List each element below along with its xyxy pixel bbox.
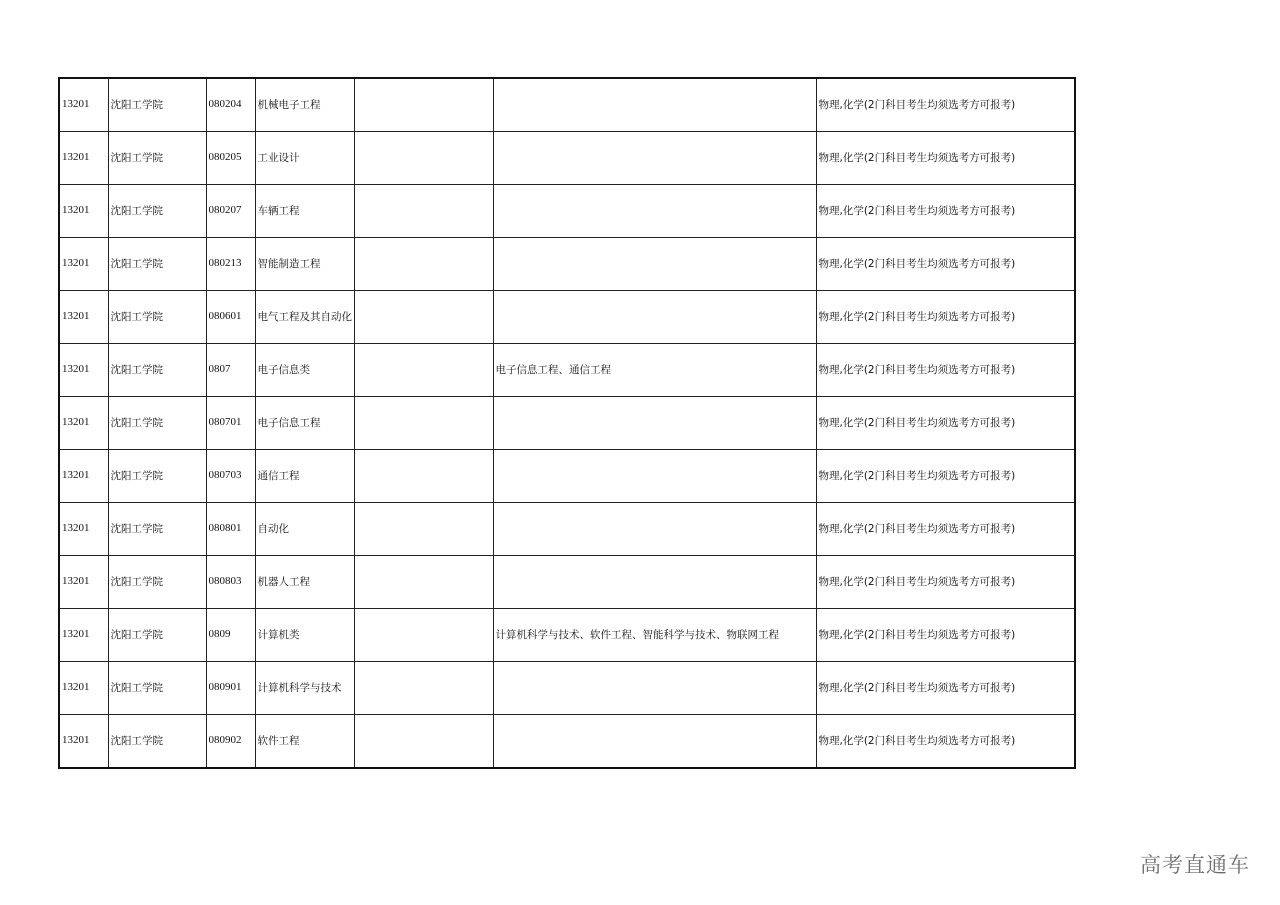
school-code-cell: 13201	[59, 185, 108, 238]
subject-requirement-cell: 物理,化学(2门科目考生均须选考方可报考)	[816, 132, 1075, 185]
subject-requirement-cell: 物理,化学(2门科目考生均须选考方可报考)	[816, 450, 1075, 503]
subject-requirement-cell: 物理,化学(2门科目考生均须选考方可报考)	[816, 609, 1075, 662]
major-name-cell: 电气工程及其自动化	[255, 291, 354, 344]
school-name-cell: 沈阳工学院	[108, 344, 206, 397]
school-name-cell: 沈阳工学院	[108, 503, 206, 556]
school-code-cell: 13201	[59, 132, 108, 185]
school-name-cell: 沈阳工学院	[108, 556, 206, 609]
note-cell	[354, 132, 493, 185]
school-code-cell: 13201	[59, 397, 108, 450]
table-row	[59, 662, 1075, 715]
note-cell	[354, 291, 493, 344]
subject-requirement-cell: 物理,化学(2门科目考生均须选考方可报考)	[816, 291, 1075, 344]
subject-requirement-cell: 物理,化学(2门科目考生均须选考方可报考)	[816, 78, 1075, 132]
included-majors-cell	[493, 715, 816, 769]
major-code-cell: 080901	[206, 662, 255, 715]
school-code-cell: 13201	[59, 450, 108, 503]
note-cell	[354, 503, 493, 556]
included-majors-cell	[493, 556, 816, 609]
school-name-cell: 沈阳工学院	[108, 450, 206, 503]
major-name-cell: 车辆工程	[255, 185, 354, 238]
included-majors-cell	[493, 662, 816, 715]
included-majors-cell: 电子信息工程、通信工程	[493, 344, 816, 397]
school-name-cell: 沈阳工学院	[108, 238, 206, 291]
included-majors-cell	[493, 291, 816, 344]
major-code-cell: 0807	[206, 344, 255, 397]
major-code-cell: 080204	[206, 78, 255, 132]
major-code-cell: 080601	[206, 291, 255, 344]
school-code-cell: 13201	[59, 238, 108, 291]
note-cell	[354, 78, 493, 132]
major-code-cell: 080902	[206, 715, 255, 769]
included-majors-cell	[493, 185, 816, 238]
subject-requirement-cell: 物理,化学(2门科目考生均须选考方可报考)	[816, 715, 1075, 769]
school-name-cell: 沈阳工学院	[108, 185, 206, 238]
school-name-cell: 沈阳工学院	[108, 397, 206, 450]
school-code-cell: 13201	[59, 662, 108, 715]
table-row	[59, 78, 1075, 132]
note-cell	[354, 450, 493, 503]
note-cell	[354, 397, 493, 450]
note-cell	[354, 344, 493, 397]
major-name-cell: 计算机类	[255, 609, 354, 662]
table-row	[59, 291, 1075, 344]
subject-requirement-cell: 物理,化学(2门科目考生均须选考方可报考)	[816, 344, 1075, 397]
major-name-cell: 电子信息类	[255, 344, 354, 397]
subject-requirement-cell: 物理,化学(2门科目考生均须选考方可报考)	[816, 503, 1075, 556]
school-name-cell: 沈阳工学院	[108, 662, 206, 715]
major-code-cell: 080703	[206, 450, 255, 503]
major-name-cell: 自动化	[255, 503, 354, 556]
school-name-cell: 沈阳工学院	[108, 291, 206, 344]
table-row	[59, 132, 1075, 185]
major-code-cell: 080205	[206, 132, 255, 185]
table-body	[59, 78, 1075, 768]
note-cell	[354, 238, 493, 291]
note-cell	[354, 715, 493, 769]
included-majors-cell	[493, 503, 816, 556]
major-code-cell: 080801	[206, 503, 255, 556]
included-majors-cell	[493, 397, 816, 450]
school-code-cell: 13201	[59, 344, 108, 397]
subject-requirement-cell: 物理,化学(2门科目考生均须选考方可报考)	[816, 662, 1075, 715]
major-name-cell: 智能制造工程	[255, 238, 354, 291]
school-code-cell: 13201	[59, 556, 108, 609]
major-code-cell: 080213	[206, 238, 255, 291]
subject-requirement-cell: 物理,化学(2门科目考生均须选考方可报考)	[816, 556, 1075, 609]
table-row	[59, 185, 1075, 238]
school-code-cell: 13201	[59, 609, 108, 662]
included-majors-cell: 计算机科学与技术、软件工程、智能科学与技术、物联网工程	[493, 609, 816, 662]
table-row	[59, 238, 1075, 291]
note-cell	[354, 609, 493, 662]
included-majors-cell	[493, 78, 816, 132]
note-cell	[354, 556, 493, 609]
major-name-cell: 机械电子工程	[255, 78, 354, 132]
school-name-cell: 沈阳工学院	[108, 609, 206, 662]
school-code-cell: 13201	[59, 715, 108, 769]
school-code-cell: 13201	[59, 291, 108, 344]
major-code-cell: 080207	[206, 185, 255, 238]
table-row	[59, 715, 1075, 769]
school-name-cell: 沈阳工学院	[108, 715, 206, 769]
note-cell	[354, 185, 493, 238]
table-row	[59, 450, 1075, 503]
major-name-cell: 电子信息工程	[255, 397, 354, 450]
table-row	[59, 503, 1075, 556]
major-name-cell: 计算机科学与技术	[255, 662, 354, 715]
subject-requirement-cell: 物理,化学(2门科目考生均须选考方可报考)	[816, 185, 1075, 238]
note-cell	[354, 662, 493, 715]
major-code-cell: 0809	[206, 609, 255, 662]
subject-requirement-cell: 物理,化学(2门科目考生均须选考方可报考)	[816, 238, 1075, 291]
major-code-cell: 080701	[206, 397, 255, 450]
school-code-cell: 13201	[59, 503, 108, 556]
school-code-cell: 13201	[59, 78, 108, 132]
major-name-cell: 工业设计	[255, 132, 354, 185]
table-row	[59, 344, 1075, 397]
subject-requirement-cell: 物理,化学(2门科目考生均须选考方可报考)	[816, 397, 1075, 450]
included-majors-cell	[493, 450, 816, 503]
included-majors-cell	[493, 132, 816, 185]
watermark: 高考直通车	[1140, 853, 1250, 877]
table-row	[59, 609, 1075, 662]
major-name-cell: 软件工程	[255, 715, 354, 769]
school-name-cell: 沈阳工学院	[108, 78, 206, 132]
included-majors-cell	[493, 238, 816, 291]
major-name-cell: 通信工程	[255, 450, 354, 503]
table-row	[59, 556, 1075, 609]
subject-requirements-table	[58, 77, 1076, 769]
major-code-cell: 080803	[206, 556, 255, 609]
school-name-cell: 沈阳工学院	[108, 132, 206, 185]
major-name-cell: 机器人工程	[255, 556, 354, 609]
table-row	[59, 397, 1075, 450]
